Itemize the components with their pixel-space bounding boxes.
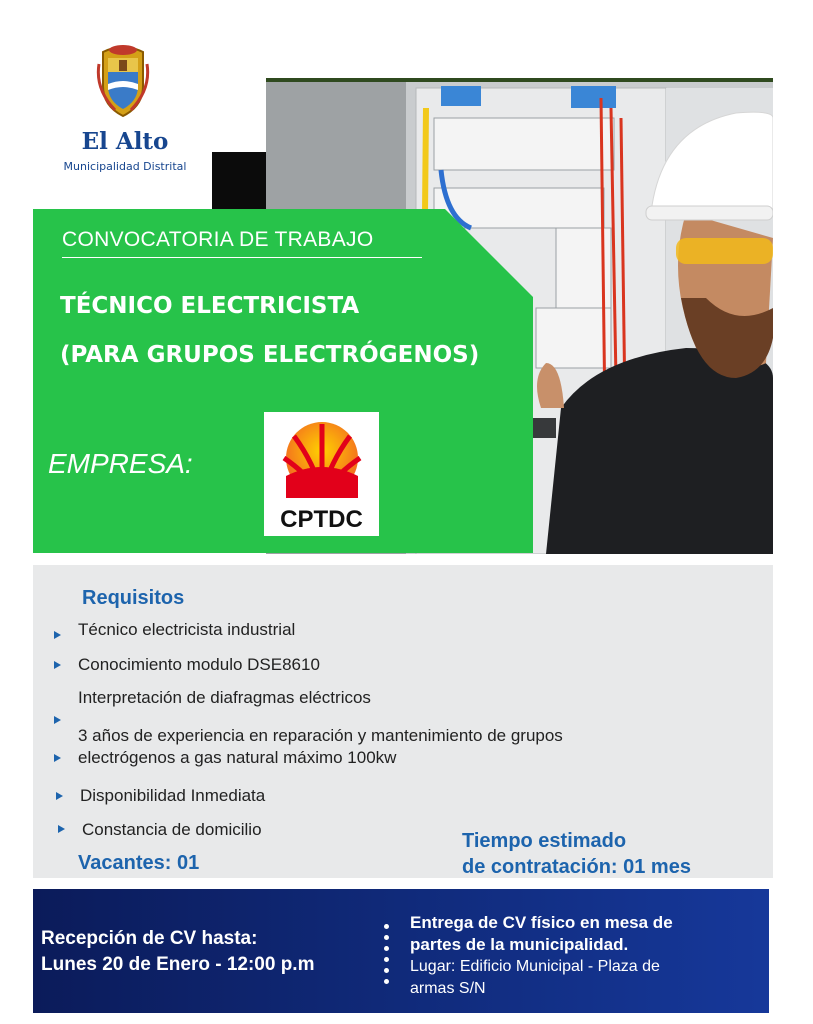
bullet-triangle-icon — [54, 631, 61, 639]
requirement-item: electrógenos a gas natural máximo 100kw — [78, 748, 397, 767]
logo-name: El Alto — [81, 128, 169, 155]
requirement-item: Disponibilidad Inmediata — [80, 786, 266, 805]
separator-dot — [384, 957, 389, 962]
delivery-location-line1: Lugar: Edificio Municipal - Plaza de — [410, 958, 660, 975]
vacancies-count: Vacantes: 01 — [78, 852, 200, 874]
requirements-title: Requisitos — [82, 587, 185, 609]
company-logo-card — [264, 412, 379, 536]
separator-dot — [384, 935, 389, 940]
separator-dot — [384, 979, 389, 984]
requirement-item: Conocimiento modulo DSE8610 — [78, 655, 320, 674]
delivery-location-line2: armas S/N — [410, 980, 486, 997]
requirement-item: Técnico electricista industrial — [78, 620, 296, 639]
requirement-item: Constancia de domicilio — [82, 820, 262, 839]
requirement-item: Interpretación de diafragmas eléctricos — [78, 688, 371, 707]
contract-time-line1: Tiempo estimado — [462, 830, 627, 852]
contract-time-line2: de contratación: 01 mes — [462, 856, 691, 878]
cv-deadline-label: Recepción de CV hasta: — [41, 928, 258, 949]
municipal-crest-icon — [95, 44, 151, 118]
cv-deadline-date: Lunes 20 de Enero - 12:00 p.m — [41, 954, 315, 975]
requirement-item: 3 años de experiencia en reparación y mantenimiento de grupos — [78, 726, 563, 745]
call-title: CONVOCATORIA DE TRABAJO — [62, 228, 374, 251]
delivery-instructions-line1: Entrega de CV físico en mesa de — [410, 913, 673, 932]
separator-dot — [384, 946, 389, 951]
job-title-line2: (PARA GRUPOS ELECTRÓGENOS) — [60, 342, 480, 368]
bullet-triangle-icon — [54, 754, 61, 762]
company-label: EMPRESA: — [48, 448, 193, 479]
bullet-triangle-icon — [58, 825, 65, 833]
job-title-line1: TÉCNICO ELECTRICISTA — [60, 293, 360, 319]
delivery-instructions-line2: partes de la municipalidad. — [410, 935, 629, 954]
bullet-triangle-icon — [54, 716, 61, 724]
bullet-triangle-icon — [56, 792, 63, 800]
logo-subtitle: Municipalidad Distrital — [63, 160, 187, 173]
title-divider — [62, 257, 422, 258]
bullet-triangle-icon — [54, 661, 61, 669]
separator-dot — [384, 924, 389, 929]
footer-banner — [33, 889, 769, 1013]
company-name: CPTDC — [280, 506, 363, 533]
cptdc-sun-logo-icon — [274, 418, 370, 504]
separator-dot — [384, 968, 389, 973]
